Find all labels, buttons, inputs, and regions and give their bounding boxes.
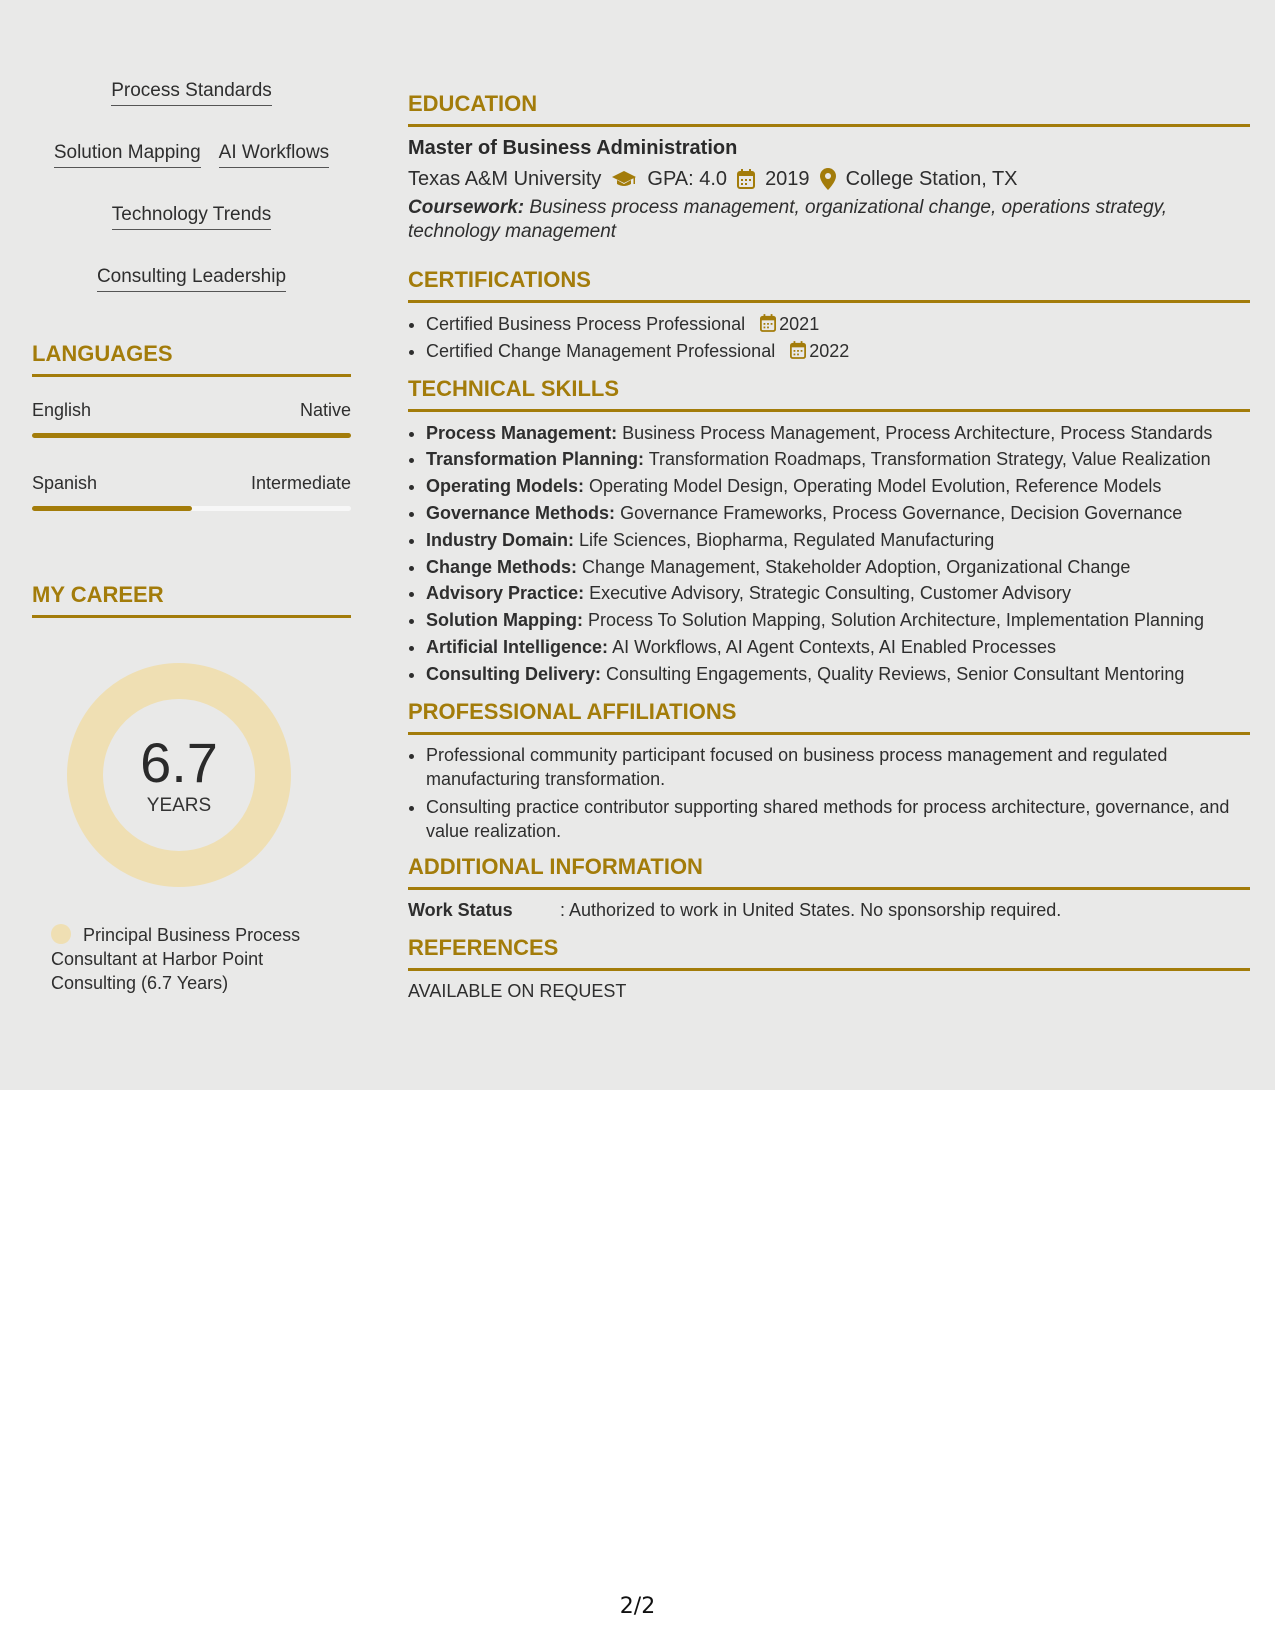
section-rule (32, 615, 351, 618)
section-title: CERTIFICATIONS (408, 267, 591, 292)
section-title: TECHNICAL SKILLS (408, 375, 620, 401)
list-item (426, 311, 1250, 338)
career-total: 6.7 (140, 731, 218, 794)
list-item (426, 527, 1250, 554)
language-bar (32, 506, 351, 511)
school-location: College Station, TX (845, 168, 1018, 190)
list-item (426, 473, 1250, 500)
certification-name: Certified Business Process Professional (426, 314, 746, 334)
language-name: Spanish (32, 473, 98, 493)
calendar-icon (760, 314, 776, 332)
skill-values: Business Process Management, Process Architecture, Process Standards (622, 422, 1213, 443)
career-donut-chart (67, 663, 291, 887)
skill-values: Consulting Engagements, Quality Reviews, Senior Consultant Mentoring (606, 663, 1185, 684)
list-item (426, 554, 1250, 581)
section-rule (408, 968, 1250, 971)
education-section (408, 90, 1250, 244)
certification-year: 2022 (809, 340, 850, 361)
graduation-year: 2019 (765, 168, 810, 190)
skill-category: Process Management: (426, 422, 618, 443)
list-item (426, 661, 1250, 688)
skill-tag: Solution Mapping (54, 142, 201, 168)
additional-info-section (408, 853, 1250, 922)
section-rule (408, 732, 1250, 735)
career-entry-text: Principal Business Process Consultant at Harbor Point Consulting (6.7 Years) (51, 925, 301, 993)
left-column (32, 80, 351, 995)
list-item: • Professional community participant focused on business process management and regulated manufacturing transformation. (426, 743, 1250, 791)
right-column (408, 90, 1250, 1002)
language-level: Native (299, 400, 351, 420)
skill-values: Operating Model Design, Operating Model Evolution, Reference Models (589, 476, 1162, 497)
skill-values: Executive Advisory, Strategic Consulting, Customer Advisory (589, 583, 1071, 604)
skill-tag: Technology Trends (112, 204, 272, 230)
gpa: GPA: 4.0 (647, 168, 728, 190)
section-rule (408, 409, 1250, 412)
section-title: ADDITIONAL INFORMATION (408, 853, 703, 879)
info-key: Work Status (408, 899, 513, 920)
calendar-icon (790, 341, 806, 359)
skill-values: Transformation Roadmaps, Transformation Strategy, Value Realization (648, 449, 1211, 470)
skill-tags (32, 80, 351, 292)
skill-tag: Consulting Leadership (97, 266, 286, 292)
skill-category: Advisory Practice: (426, 583, 585, 604)
language-item (32, 472, 351, 511)
info-value: : Authorized to work in United States. No sponsorship required. (560, 899, 1062, 920)
skill-category: Artificial Intelligence: (426, 636, 609, 657)
references-section (408, 934, 1250, 1002)
section-rule (408, 300, 1250, 303)
skill-category: Solution Mapping: (426, 610, 583, 631)
references-text: AVAILABLE ON REQUEST (408, 980, 627, 1001)
legend-dot-icon (51, 924, 71, 944)
donut-center (67, 663, 291, 887)
career-unit: YEARS (146, 795, 212, 816)
skill-values: Governance Frameworks, Process Governance, Decision Governance (620, 502, 1183, 523)
skill-category: Operating Models: (426, 476, 585, 497)
certifications-list (408, 311, 1250, 365)
technical-skills-section (408, 375, 1250, 688)
education-meta (408, 166, 1250, 192)
graduation-cap-icon (611, 169, 637, 189)
list-item (426, 634, 1250, 661)
calendar-icon (737, 169, 755, 189)
certification-year: 2021 (779, 314, 820, 334)
language-bar (32, 433, 351, 438)
section-rule (408, 124, 1250, 127)
list-item (426, 580, 1250, 607)
coursework-label: Coursework: (408, 197, 525, 218)
career-section (32, 581, 351, 995)
page-number: 2/2 (619, 1594, 656, 1619)
coursework-text: Business process management, organizational change, operations strategy, technology management (408, 197, 1167, 242)
skill-category: Consulting Delivery: (426, 663, 602, 684)
skill-values: Change Management, Stakeholder Adoption, Organizational Change (582, 556, 1131, 577)
language-bar-fill (32, 506, 192, 511)
list-item (426, 446, 1250, 473)
affiliations-section (408, 698, 1250, 843)
skill-tag: AI Workflows (219, 142, 330, 168)
languages-section (32, 340, 351, 511)
section-title: MY CAREER (32, 582, 164, 607)
list-item (426, 338, 1250, 365)
list-item: • Consulting practice contributor supporting shared methods for process architecture, governance, and value realization. (426, 795, 1250, 843)
language-bar-fill (32, 433, 351, 438)
section-rule (408, 887, 1250, 890)
certifications-section (408, 266, 1250, 365)
section-title: PROFESSIONAL AFFILIATIONS (408, 698, 737, 724)
language-name: English (32, 400, 92, 420)
location-pin-icon (820, 168, 836, 190)
language-item (32, 399, 351, 438)
list-item (426, 607, 1250, 634)
section-title: REFERENCES (408, 934, 559, 960)
section-title: EDUCATION (408, 91, 538, 116)
section-rule (32, 374, 351, 377)
skill-category: Transformation Planning: (426, 449, 645, 470)
certification-name: Certified Change Management Professional (426, 340, 776, 361)
technical-skills-list (408, 420, 1250, 688)
list-item (426, 420, 1250, 447)
skill-category: Governance Methods: (426, 502, 616, 523)
language-level: Intermediate (250, 473, 351, 493)
info-row (408, 898, 1250, 922)
coursework (408, 196, 1250, 244)
skill-values: AI Workflows, AI Agent Contexts, AI Enabled Processes (612, 636, 1056, 657)
affiliations-list (408, 743, 1250, 843)
skill-values: Process To Solution Mapping, Solution Architecture, Implementation Planning (587, 610, 1205, 631)
list-item (426, 500, 1250, 527)
skill-tag: Process Standards (111, 80, 272, 106)
skill-category: Industry Domain: (426, 529, 575, 550)
degree-title: Master of Business Administration (408, 137, 738, 159)
career-entry (51, 923, 321, 995)
skill-category: Change Methods: (426, 556, 577, 577)
skill-values: Life Sciences, Biopharma, Regulated Manufacturing (579, 529, 995, 550)
section-title: LANGUAGES (32, 341, 173, 366)
school-name: Texas A&M University (408, 168, 602, 190)
